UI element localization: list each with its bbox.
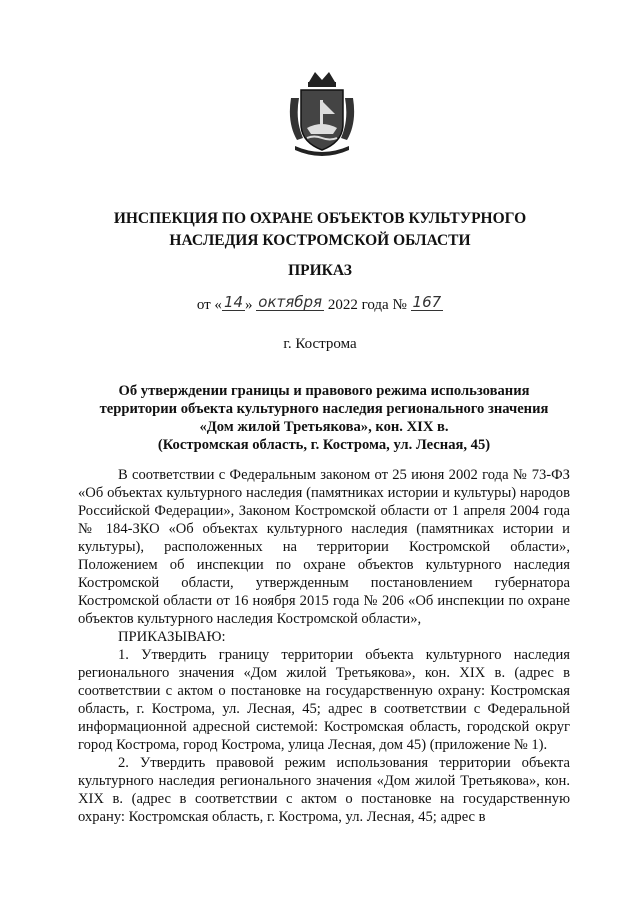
date-month-handwritten: октября <box>258 293 323 311</box>
agency-line-1: ИНСПЕКЦИЯ ПО ОХРАНЕ ОБЪЕКТОВ КУЛЬТУРНОГО <box>113 210 527 227</box>
order-number-handwritten: 167 <box>412 293 442 311</box>
date-year: 2022 года № <box>327 297 407 313</box>
coat-of-arms-icon <box>285 68 359 156</box>
subject-line-3: «Дом жилой Третьякова», кон. XIX в. <box>199 419 449 435</box>
subject-line-4: (Костромская область, г. Кострома, ул. Лесная, 45) <box>157 437 491 453</box>
city: г. Кострома <box>283 336 357 352</box>
document-type: ПРИКАЗ <box>288 262 352 279</box>
date-day-handwritten: 14 <box>223 293 244 311</box>
agency-line-2: НАСЛЕДИЯ КОСТРОМСКОЙ ОБЛАСТИ <box>169 232 471 249</box>
subject-heading <box>78 382 570 454</box>
order-word: ПРИКАЗЫВАЮ: <box>118 629 226 645</box>
date-prefix: от « <box>196 297 222 313</box>
agency-name <box>0 208 640 252</box>
subject-line-1: Об утверждении границы и правового режима использования <box>118 383 530 399</box>
subject-line-2: территории объекта культурного наследия регионального значения <box>99 401 549 417</box>
order-date-number-line <box>0 293 640 314</box>
preamble-paragraph: В соответствии с Федеральным законом от 25 июня 2002 года № 73-ФЗ «Об объектах культурного наследия (памятниках истории и культуры) народов Российской Федерации», Законом Костромской области от 1 апреля 2004 года № 184-ЗКО «Об объектах культурного наследия (памятниках истории и культуры), расположенных на территории Костромской области», Положением об инспекции по охране объектов культурного наследия Костромской области, утвержденным постановлением губернатора Костромской области от 16 ноября 2015 года № 206 «Об инспекции по охране объектов культурного наследия Костромской области», <box>78 467 570 627</box>
date-mid: » <box>245 297 253 313</box>
order-item-1: 1. Утвердить границу территории объекта культурного наследия регионального значения «Дом жилой Третьякова», кон. XIX в. (адрес в соответствии с актом о постановке на государственную охрану: Костромская область, г. Кострома, ул. Лесная, 45; адрес в соответствии с Федеральной информационной адресной системой: Костромская область, городской округ город Кострома, город Кострома, улица Лесная, дом 45) (приложение № 1). <box>78 647 570 753</box>
document-body <box>78 466 570 826</box>
order-item-2: 2. Утвердить правовой режим использования территории объекта культурного наследия регионального значения «Дом жилой Третьякова», кон. XIX в. (адрес в соответствии с актом о постановке на государственную охрану: Костромская область, г. Кострома, ул. Лесная, 45; адрес в <box>78 755 570 825</box>
